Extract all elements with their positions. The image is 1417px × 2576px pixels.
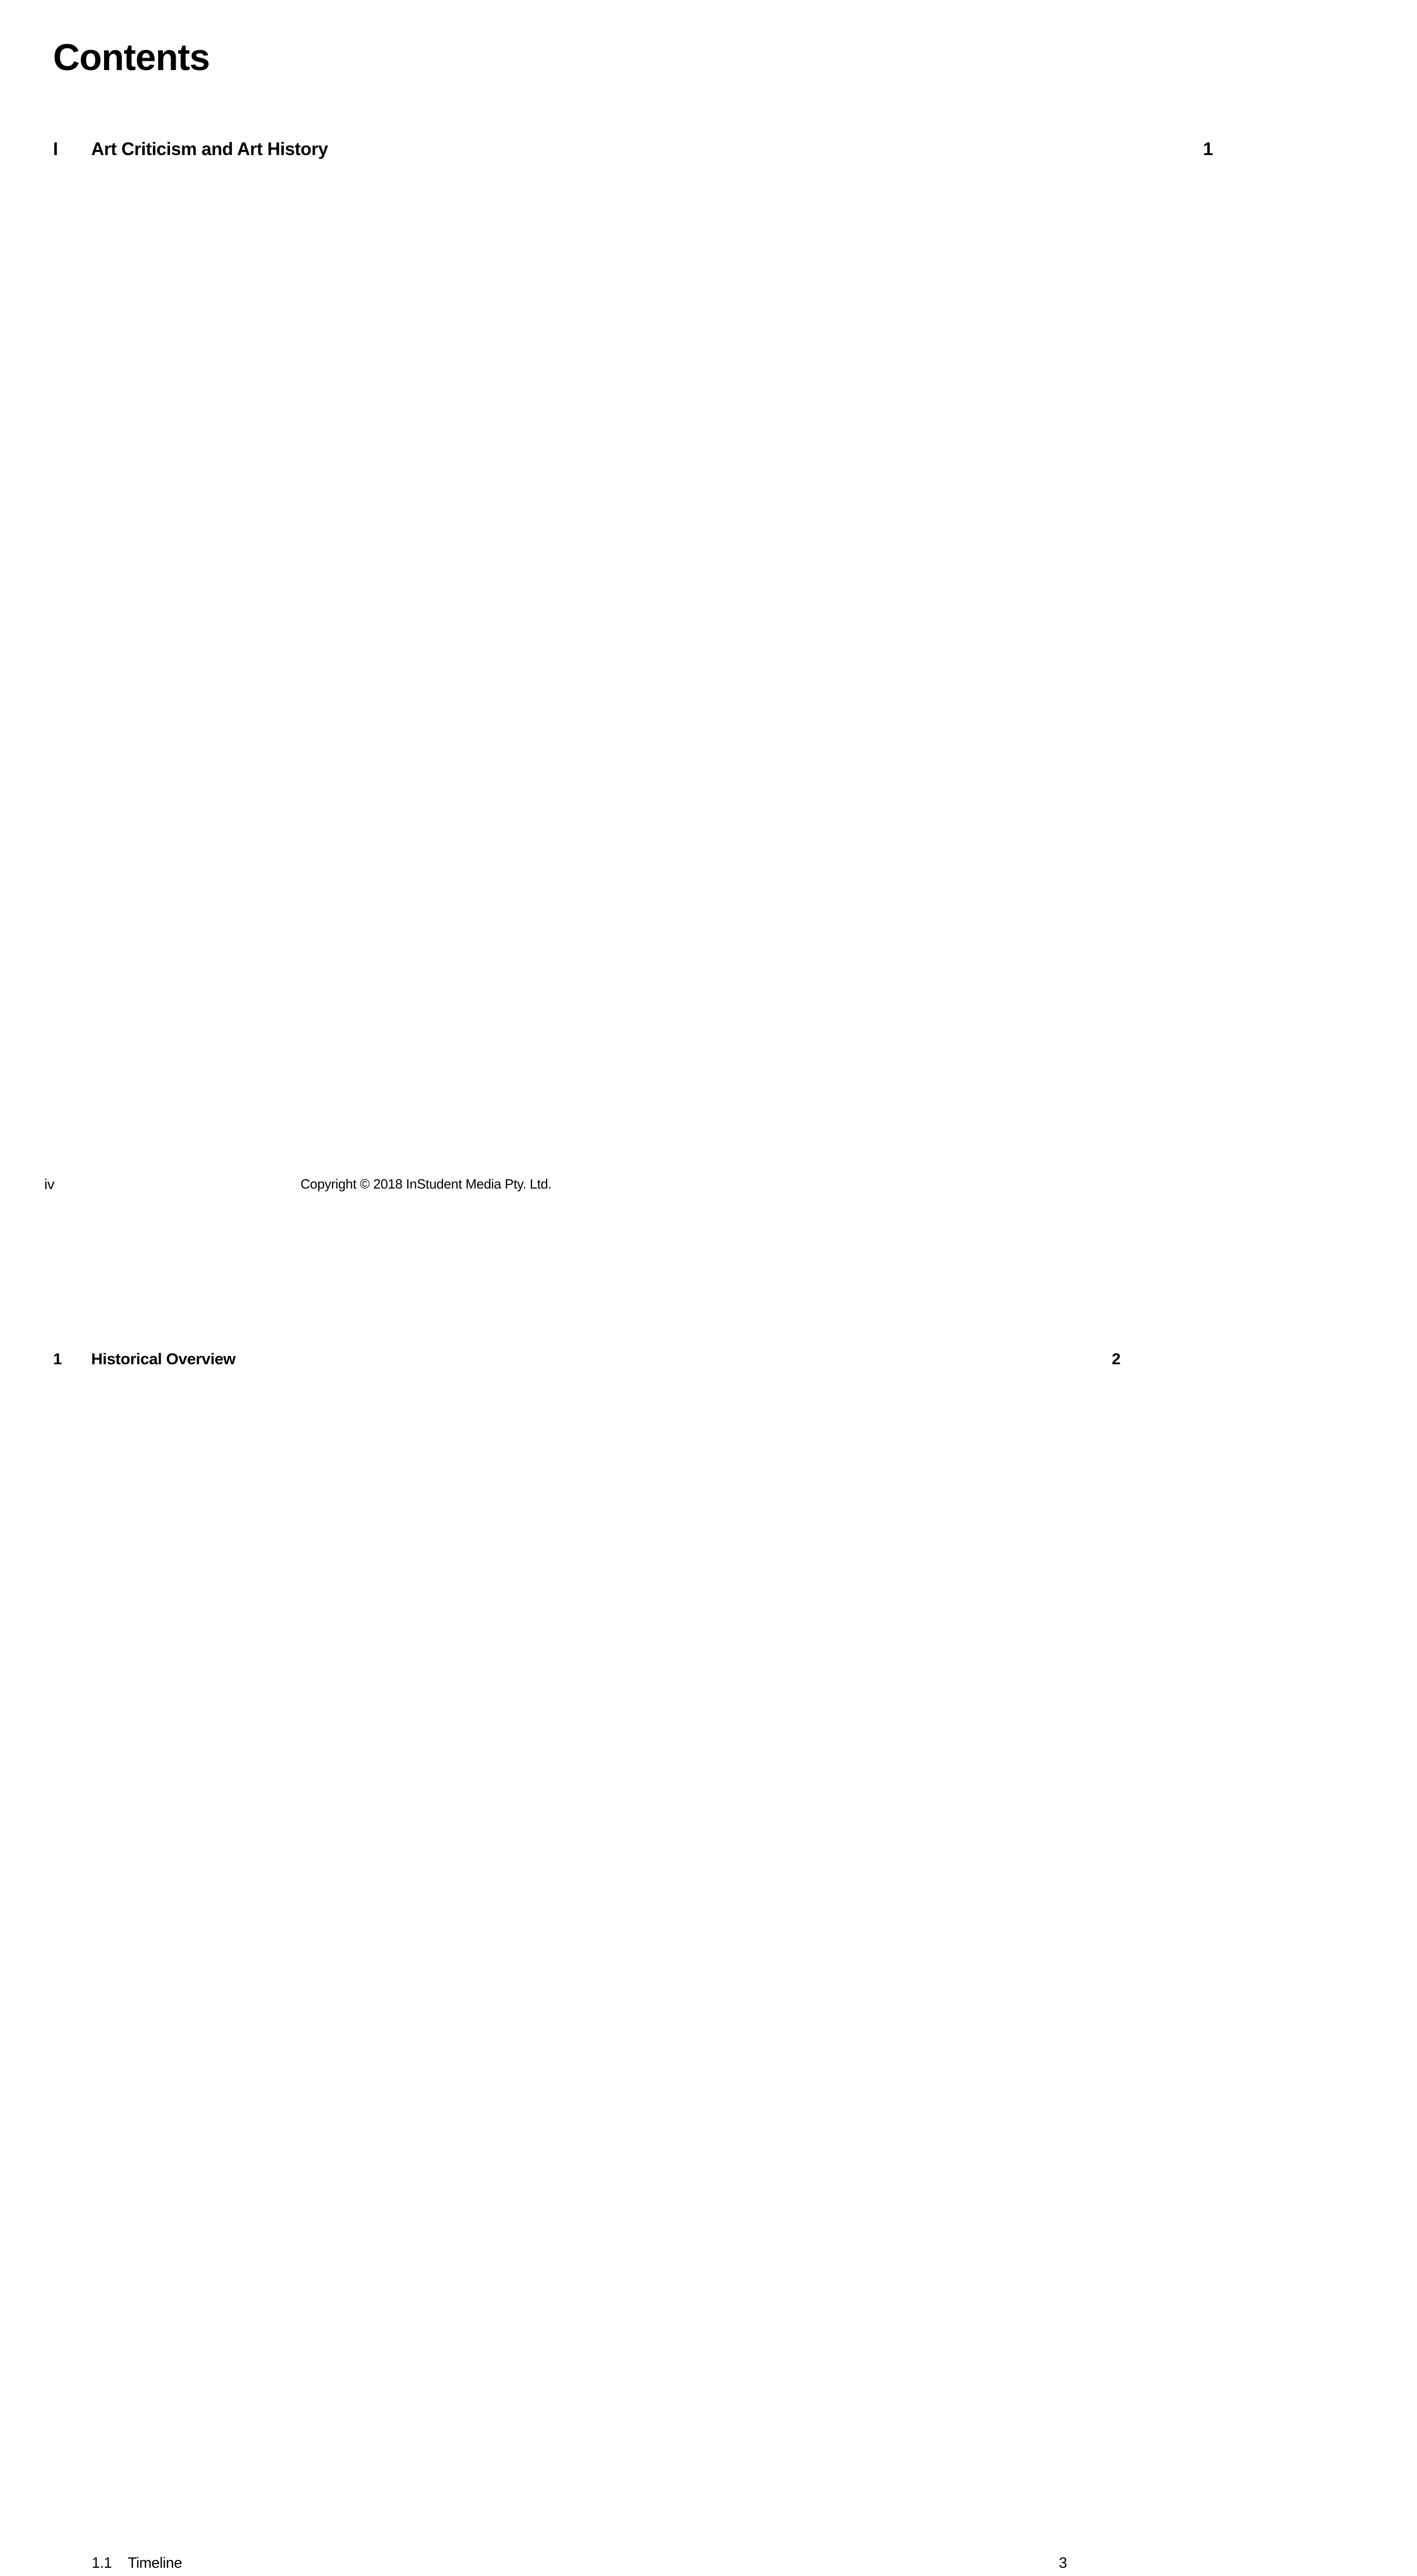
toc-entry-number: 1.1 [92,2555,112,2571]
toc-entry-page: 1 [361,137,1213,1342]
toc-entry-title: Art Criticism and Art History [91,139,328,159]
toc-entry-page: 2 [268,1348,1120,2553]
toc-list [53,137,1213,2576]
toc-content [53,37,1213,2576]
toc-entry-part [53,137,1213,1342]
toc-entry-number: 1 [53,1350,62,1368]
toc-entry-chapter [53,1348,1121,2553]
toc-entry-page: 3 [215,2553,1067,2576]
toc-entry-number: I [53,139,58,159]
page-footer [0,1175,852,1193]
toc-entry-title: Historical Overview [91,1350,236,1368]
toc-entry-title: Timeline [128,2555,182,2571]
folio-page-number: iv [44,1176,55,1192]
page-title: Contents [53,37,210,78]
copyright-line: Copyright © 2018 InStudent Media Pty. Ltd. [300,1176,552,1192]
toc-entry-section [53,2553,1067,2576]
